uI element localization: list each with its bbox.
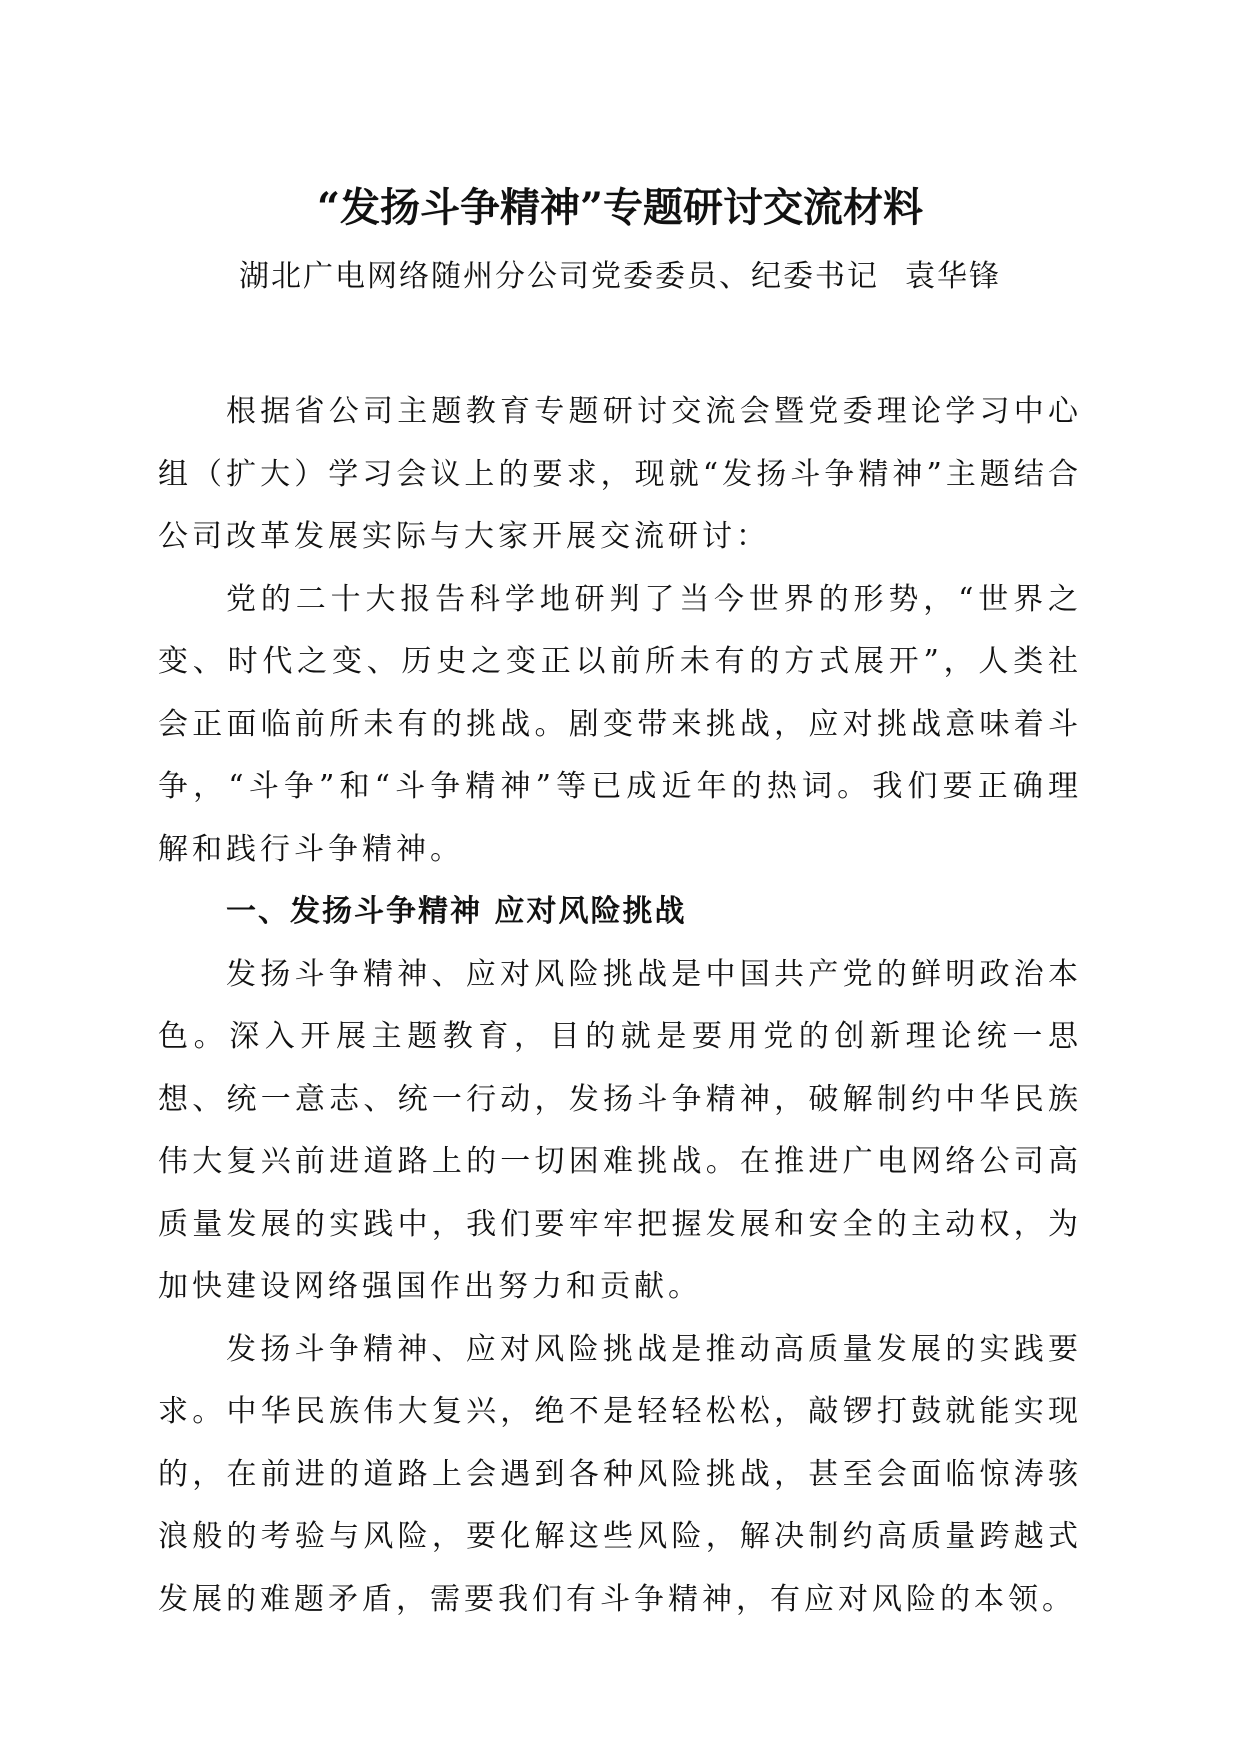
paragraph-context: 党的二十大报告科学地研判了当今世界的形势，“世界之变、时代之变、历史之变正以前所未有的方式展开”，人类社会正面临前所未有的挑战。剧变带来挑战，应对挑战意味着斗争，“斗争”和“斗争精神”等已成近年的热词。我们要正确理解和践行斗争精神。	[158, 581, 1082, 867]
document-body	[158, 381, 1082, 1631]
author-role: 湖北广电网络随州分公司党委委员、纪委书记	[239, 259, 879, 294]
section-heading-1: 一、发扬斗争精神 应对风险挑战	[226, 894, 687, 929]
paragraph-political-nature: 发扬斗争精神、应对风险挑战是中国共产党的鲜明政治本色。深入开展主题教育，目的就是要用党的创新理论统一思想、统一意志、统一行动，发扬斗争精神，破解制约中华民族伟大复兴前进道路上的一切困难挑战。在推进广电网络公司高质量发展的实践中，我们要牢牢把握发展和安全的主动权，为加快建设网络强国作出努力和贡献。	[158, 956, 1082, 1304]
document-title: “发扬斗争精神”专题研讨交流材料	[316, 184, 923, 231]
paragraph-practical-requirement: 发扬斗争精神、应对风险挑战是推动高质量发展的实践要求。中华民族伟大复兴，绝不是轻轻松松，敲锣打鼓就能实现的，在前进的道路上会遇到各种风险挑战，甚至会面临惊涛骇浪般的考验与风险，要化解这些风险，解决制约高质量跨越式发展的难题矛盾，需要我们有斗争精神，有应对风险的本领。	[158, 1331, 1082, 1617]
paragraph-intro: 根据省公司主题教育专题研讨交流会暨党委理论学习中心组（扩大）学习会议上的要求，现就“发扬斗争精神”主题结合公司改革发展实际与大家开展交流研讨：	[158, 394, 1082, 554]
author-line	[0, 254, 1240, 300]
author-name: 袁华锋	[905, 259, 1001, 294]
